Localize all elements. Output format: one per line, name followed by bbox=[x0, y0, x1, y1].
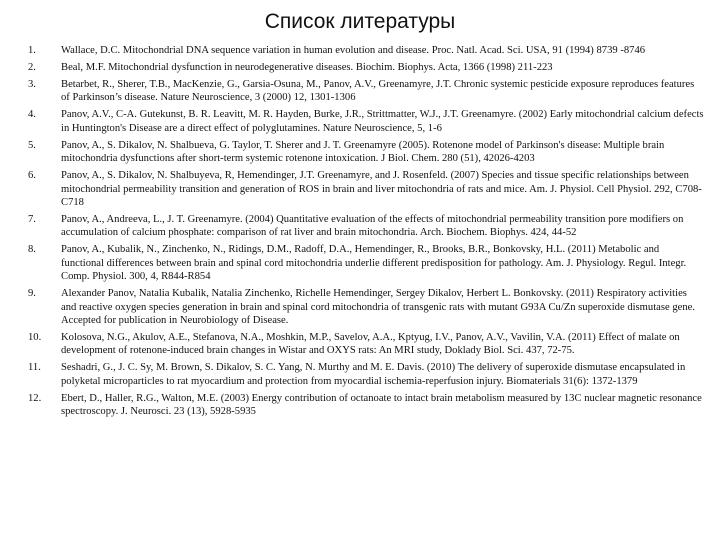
reference-number: 7. bbox=[28, 214, 36, 226]
page-title: Список литературы bbox=[264, 10, 456, 33]
reference-number: 5. bbox=[28, 139, 36, 151]
reference-number: 11. bbox=[28, 362, 41, 374]
reference-number: 1. bbox=[28, 45, 36, 56]
reference-text: Kolosova, N.G., Akulov, A.E., Stefanova, N.A., Moshkin, M.P., Savelov, A.A., Kptyug, I.V., Panov, A.V., Vavilin, V.A. (2011) Effect of malate on development of rotenone-induced brain changes in Wistar and OXYS rats: An MRI study, Doklady Biol. Sci. 437, 72-75. bbox=[61, 332, 680, 357]
reference-text: Panov, A., Andreeva, L., J. T. Greenamyre. (2004) Quantitative evaluation of the effects of mitochondrial permeability transition pore modifiers on accumulation of calcium phosphate: comparison of rat liver and brain mitochondria. Arch. Biochem. Biophys. 424, 44-52 bbox=[61, 214, 684, 239]
reference-item bbox=[28, 287, 704, 327]
reference-number: 6. bbox=[28, 170, 36, 182]
reference-number: 12. bbox=[28, 392, 42, 404]
reference-item bbox=[28, 213, 704, 240]
reference-text: Alexander Panov, Natalia Kubalik, Natalia Zinchenko, Richelle Hemendinger, Sergey Dikalov, Herbert L. Bonkovsky. (2011) Respiratory activities and reactive oxygen species generation in brain and spinal cord mitochondria of transgenic rats with mutant G93A Cu/Zn superoxide dismutase gene. Accepted for publication in Neurobiology of Disease. bbox=[61, 288, 695, 327]
reference-text: Betarbet, R., Sherer, T.B., MacKenzie, G., Garsia-Osuna, M., Panov, A.V., Greenamyre, J.T. Chronic systemic pesticide exposure reproduces features of Parkinson’s disease. Nature Neuroscience, 3 (2000) 12, 1301-1306 bbox=[61, 79, 695, 104]
reference-list bbox=[28, 44, 704, 422]
reference-text: Panov, A., S. Dikalov, N. Shalbuyeva, R, Hemendinger, J.T. Greenamyre, and J. Rosenfeld. (2007) Species and tissue specific relationships between mitochondrial permeability transition and generation of ROS in brain and liver mitochondria of rats and mice. Am. J. Physiol. Cell Physiol. 292, C708-C718 bbox=[61, 170, 702, 209]
reference-item bbox=[28, 108, 704, 135]
reference-item bbox=[28, 139, 704, 166]
reference-text: Ebert, D., Haller, R.G., Walton, M.E. (2003) Energy contribution of octanoate to intact brain metabolism measured by 13C nuclear magnetic resonance spectroscopy. J. Neurosci. 23 (13), 5928-5935 bbox=[61, 392, 702, 418]
reference-number: 2. bbox=[28, 62, 36, 73]
reference-text: Panov, A., S. Dikalov, N. Shalbueva, G. Taylor, T. Sherer and J. T. Greenamyre (2005). Rotenone model of Parkinson's disease: Multiple brain mitochondria dysfunctions after short-term systemic rotenone intoxication. J Biol. Chem. 280 (51), 42026-4203 bbox=[61, 139, 665, 165]
reference-number: 3. bbox=[28, 79, 36, 90]
reference-number: 8. bbox=[28, 244, 36, 256]
reference-text: Wallace, D.C. Mitochondrial DNA sequence variation in human evolution and disease. Proc. Natl. Acad. Sci. USA, 91 (1994) 8739 -8746 bbox=[61, 45, 646, 56]
reference-number: 9. bbox=[28, 288, 36, 300]
reference-number: 4. bbox=[28, 109, 36, 121]
reference-item bbox=[28, 78, 704, 105]
reference-text: Panov, A.V., C-A. Gutekunst, B. R. Leavitt, M. R. Hayden, Burke, J.R., Strittmatter, W.J., J.T. Greenamyre. (2002) Early mitochondrial calcium defects in Huntington's Disease are a direct effect of polyglutamines. Nature Neuroscience, 5, 1-6 bbox=[61, 109, 704, 134]
reference-item bbox=[28, 61, 704, 74]
reference-item bbox=[28, 361, 704, 388]
reference-item bbox=[28, 392, 704, 419]
reference-text: Beal, M.F. Mitochondrial dysfunction in neurodegenerative diseases. Biochim. Biophys. Acta, 1366 (1998) 211-223 bbox=[61, 62, 553, 73]
reference-text: Panov, A., Kubalik, N., Zinchenko, N., Ridings, D.M., Radoff, D.A., Hemendinger, R., Brooks, B.R., Bonkovsky, H.L. (2011) Metabolic and functional differences between brain and spinal cord mitochondria underlie different predisposition for pathology. Am. J. Physiology. Regul. Integr. Comp. Physiol. 300, 4, R844-R854 bbox=[61, 244, 687, 283]
reference-item bbox=[28, 44, 704, 57]
reference-item bbox=[28, 169, 704, 209]
reference-item bbox=[28, 331, 704, 358]
reference-item bbox=[28, 243, 704, 283]
reference-text: Seshadri, G., J. C. Sy, M. Brown, S. Dikalov, S. C. Yang, N. Murthy and M. E. Davis. (2010) The delivery of superoxide dismutase encapsulated in polyketal microparticles to rat myocardium and protection from myocardial ischemia-reperfusion injury. Biomaterials 31(6): 1372-1379 bbox=[61, 362, 686, 387]
reference-number: 10. bbox=[28, 332, 42, 344]
